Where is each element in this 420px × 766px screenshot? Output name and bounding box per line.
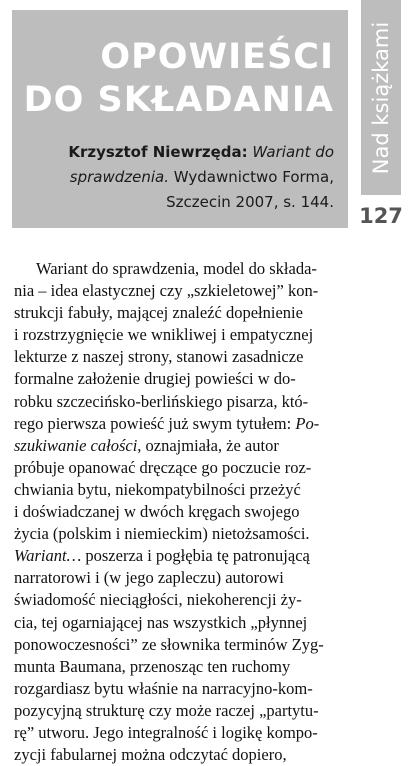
article-body [14, 258, 347, 766]
text-line: robku szczecińsko-berlińskiego pisarza, któ- [14, 391, 309, 411]
italic-title-segment: Po- [295, 413, 320, 433]
text-line: munta Baumana, przenosząc ten ruchomy [14, 656, 291, 676]
book-info [24, 140, 334, 215]
text-line: i rozstrzygnięcie we wnikliwej i empatycznej [14, 325, 314, 345]
text-line: próbuje opanować dręczące go poczucie roz- [14, 457, 312, 477]
italic-title-segment: Wariant… [14, 546, 82, 566]
article-title-line-1: OPOWIEŚCI [100, 37, 334, 77]
section-label-text: Nad książkami [369, 21, 393, 174]
text-line: świadomość nieciągłości, niekoherencji ży- [14, 590, 302, 610]
text-line [14, 435, 347, 457]
text-line: chwiania bytu, niekompatybilności przeżyć [14, 479, 301, 499]
author-name: Krzysztof Niewrzęda: [68, 143, 248, 161]
text-line: nia – idea elastycznej czy „szkieletowej” kon- [14, 281, 319, 301]
header-box [12, 10, 348, 228]
text-line: strukcji fabuły, mającej znaleźć dopełnienie [14, 303, 303, 323]
text-line: życia (polskim i niemieckim) nietożsamości. [14, 524, 310, 544]
page-number: 127 [359, 204, 403, 228]
text-segment: , oznajmiała, że autor [137, 435, 279, 455]
section-label [361, 0, 401, 195]
text-line: ponowoczesności” ze słownika terminów Zyg- [14, 634, 324, 654]
text-line: pozycyjną strukturę czy może raczej „partytu- [14, 700, 319, 720]
text-line [14, 545, 347, 567]
text-line: rozgardiasz bytu właśnie na narracyjno-kom- [14, 678, 313, 698]
text-line: i doświadczanej w dwóch kręgach swojego [14, 502, 300, 522]
text-line: lekturze z naszej strony, stanowi zasadnicze [14, 347, 304, 367]
text-line: narratorowi i (w jego zapleczu) autorowi [14, 568, 284, 588]
publisher-info: Wydawnictwo Forma, Szczecin 2007, s. 144. [166, 168, 334, 211]
text-line: zycji fabularnej można odczytać dopiero, [14, 745, 287, 765]
text-line: Wariant do sprawdzenia, model do składa- [36, 259, 317, 278]
text-line [14, 413, 347, 435]
text-segment: poszerza i pogłębia tę patronującą [81, 546, 310, 566]
article-title-line-2: DO SKŁADANIA [23, 80, 334, 120]
book-title: Wariant do sprawdzenia. [69, 143, 334, 186]
italic-title-segment: szukiwanie całości [14, 435, 138, 455]
text-line: formalne założenie drugiej powieści w do- [14, 369, 296, 389]
text-line: rę” utworu. Jego integralność i logikę kompo- [14, 722, 318, 742]
section-sidebar [361, 0, 401, 195]
text-line: cia, tej ogarniającej nas wszystkich „płynnej [14, 612, 308, 632]
text-segment: rego pierwsza powieść już swym tytułem: [14, 413, 296, 433]
